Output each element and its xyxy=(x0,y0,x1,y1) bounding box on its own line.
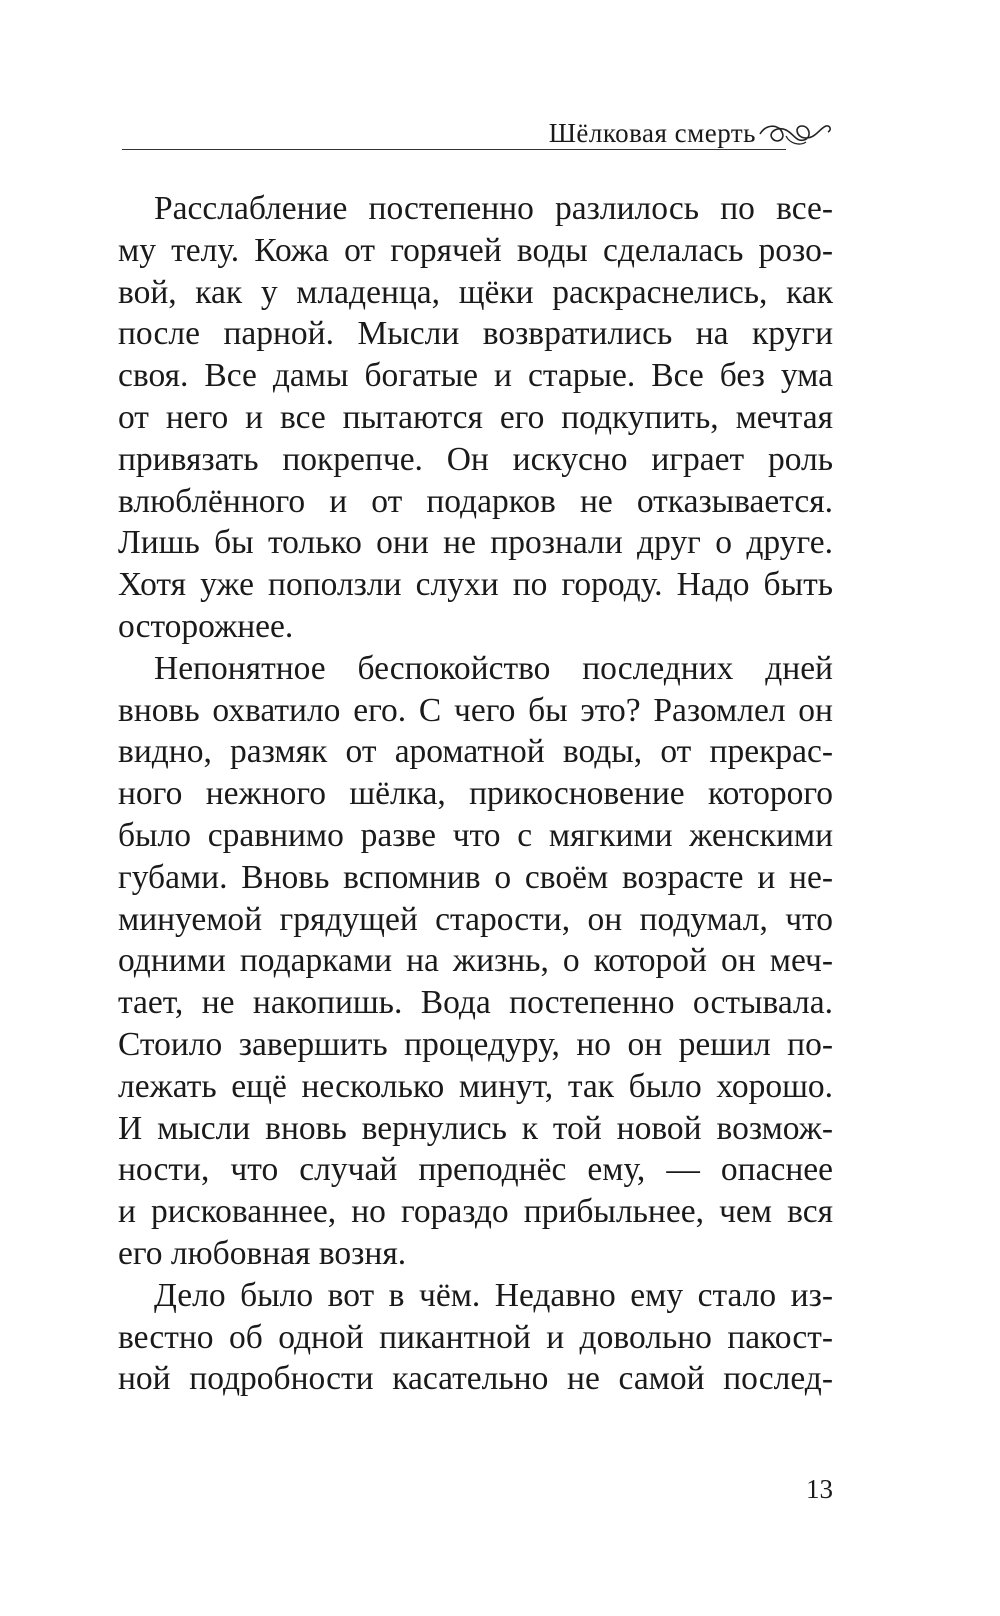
text-line: после парной. Мысли возвратились на круги xyxy=(118,315,833,353)
text-line: вновь охватило его. С чего бы это? Разомлел он xyxy=(118,691,833,729)
text-line: осторожнее. xyxy=(118,607,294,645)
text-line: привязать покрепче. Он искусно играет роль xyxy=(118,440,833,478)
running-header xyxy=(122,112,836,152)
text-line: тает, не накопишь. Вода постепенно остывала. xyxy=(118,984,833,1022)
swirl-ornament-icon xyxy=(756,114,836,150)
text-line: минуемой грядущей старости, он подумал, что xyxy=(118,900,833,938)
text-line: своя. Все дамы богатые и старые. Все без ума xyxy=(118,357,833,395)
body-text xyxy=(118,188,833,1400)
text-line: Дело было вот в чём. Недавно ему стало из- xyxy=(154,1276,833,1314)
text-line: видно, размяк от ароматной воды, от прекрас- xyxy=(118,733,833,771)
page-number: 13 xyxy=(806,1474,833,1504)
text-line: ности, что случай преподнёс ему, — опаснее xyxy=(118,1151,833,1189)
text-line: от него и все пытаются его подкупить, мечтая xyxy=(118,398,833,436)
text-line: влюблённого и от подарков не отказывается. xyxy=(118,482,833,520)
text-line: И мысли вновь вернулись к той новой возмож- xyxy=(118,1109,833,1147)
text-line: и рискованнее, но гораздо прибыльнее, чем вся xyxy=(118,1193,833,1231)
text-line: Непонятное беспокойство последних дней xyxy=(154,649,833,687)
text-line: Стоило завершить процедуру, но он решил по- xyxy=(118,1025,833,1063)
text-line: одними подарками на жизнь, о которой он меч- xyxy=(118,942,833,980)
text-line: Лишь бы только они не прознали друг о друге. xyxy=(118,524,833,562)
text-line: его любовная возня. xyxy=(118,1234,407,1272)
text-line: было сравнимо разве что с мягкими женскими xyxy=(118,816,833,854)
text-line: вестно об одной пикантной и довольно пакост- xyxy=(118,1318,833,1356)
text-line: лежать ещё несколько минут, так было хорошо. xyxy=(118,1067,833,1105)
text-line: Хотя уже поползли слухи по городу. Надо быть xyxy=(118,566,833,604)
text-line: вой, как у младенца, щёки раскраснелись, как xyxy=(118,273,833,311)
text-line: губами. Вновь вспомнив о своём возрасте и не- xyxy=(118,858,833,896)
text-line: ного нежного шёлка, прикосновение которого xyxy=(118,775,833,813)
text-line: му телу. Кожа от горячей воды сделалась розо- xyxy=(118,231,833,269)
header-rule xyxy=(122,149,786,150)
text-line: ной подробности касательно не самой послед- xyxy=(118,1360,833,1398)
text-line: Расслабление постепенно разлилось по все- xyxy=(154,190,833,227)
running-header-title: Шёлковая смерть xyxy=(548,118,756,148)
